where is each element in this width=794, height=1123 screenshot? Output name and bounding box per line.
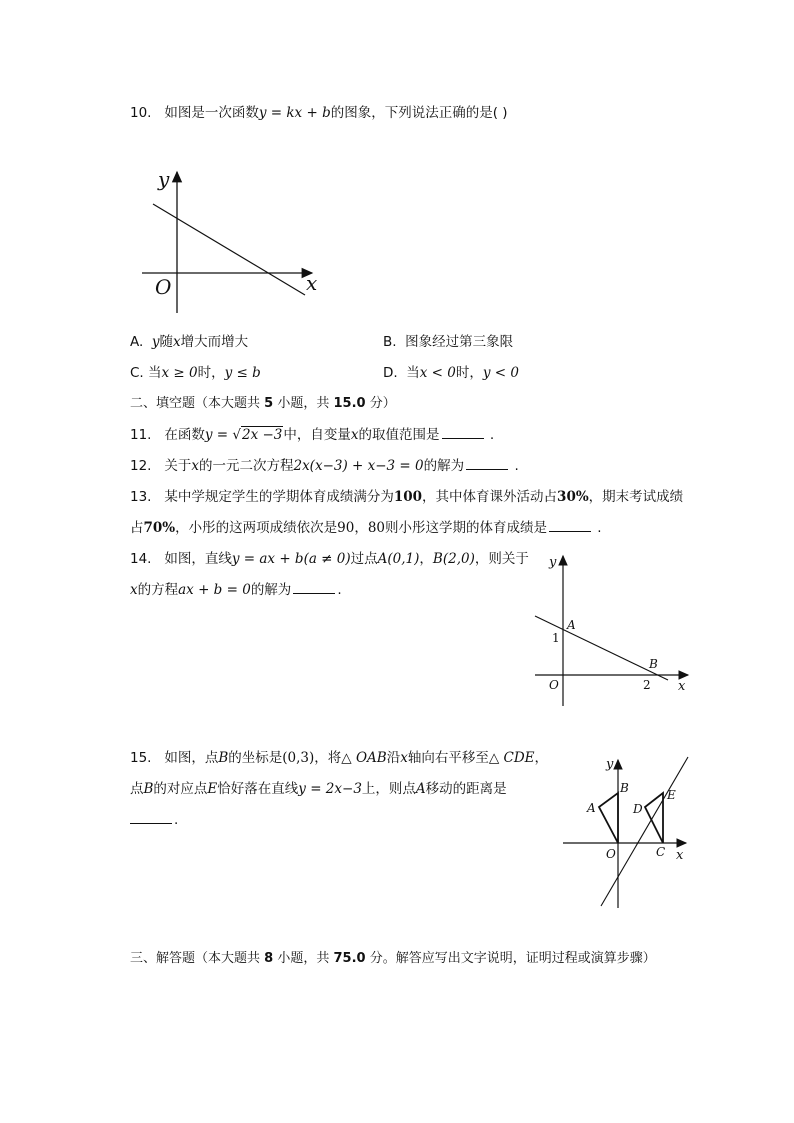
q14-tick-two: 2 — [643, 678, 651, 692]
q15-triangle-cde — [645, 793, 663, 843]
q15-triangle-oab — [599, 793, 618, 843]
q15-origin-label: O — [606, 847, 616, 861]
q14-point-a-label: A — [567, 618, 576, 632]
q14-tick-one: 1 — [552, 631, 560, 645]
q10-y-label: y — [158, 167, 170, 191]
q15-line3: . — [130, 811, 178, 829]
section3-title: 三、解答题（本大题共 8 小题，共 75.0 分。解答应写出文字说明，证明过程或演算步骤） — [130, 951, 656, 966]
q10-x-label: x — [306, 271, 318, 295]
section2-title: 二、填空题（本大题共 5 小题，共 15.0 分） — [130, 396, 396, 411]
q10-option-b[interactable]: B. 图象经过第三象限 — [383, 334, 514, 350]
q14-line1: 14. 如图，直线y = ax + b(a ≠ 0)过点A(0,1)，B(2,0)，则关于 — [130, 551, 529, 567]
q15-point-c-label: C — [656, 845, 666, 859]
q10-origin-label: O — [155, 275, 172, 299]
q13-line1: 13. 某中学规定学生的学期体育成绩满分为100，其中体育课外活动占30%，期末考试成绩 — [130, 489, 684, 505]
q15-y-label: y — [606, 757, 614, 772]
q14-y-label: y — [549, 555, 557, 570]
q15-line1: 15. 如图，点B的坐标是(0,3)，将△ OAB沿x轴向右平移至△ CDE， — [130, 750, 549, 766]
q13-line2: 占70%，小彤的这两项成绩依次是90，80则小彤这学期的体育成绩是 . — [130, 520, 602, 536]
q10-stem: 10. 如图是一次函数y = kx + b的图象，下列说法正确的是( ) — [130, 105, 508, 121]
q11: 11. 在函数y = √2x −3中，自变量x的取值范围是 . — [130, 427, 495, 443]
q15-function-line — [601, 757, 688, 906]
q15-point-e-label: E — [667, 788, 676, 802]
q15-x-label: x — [676, 848, 684, 863]
q15-point-d-label: D — [633, 802, 643, 816]
q15-point-b-label: B — [620, 781, 629, 795]
q10-option-d[interactable]: D. 当x < 0时，y < 0 — [383, 365, 520, 381]
q15-line2: 点B的对应点E恰好落在直线y = 2x−3上，则点A移动的距离是 — [130, 781, 507, 797]
q10-option-c[interactable]: C. 当x ≥ 0时，y ≤ b — [130, 365, 261, 381]
q14-point-b-label: B — [649, 657, 658, 671]
q14-line2: x的方程ax + b = 0的解为 . — [130, 582, 342, 598]
q15-point-a-label: A — [587, 801, 596, 815]
q14-x-label: x — [678, 679, 686, 694]
q10-option-a[interactable]: A. y随x增大而增大 — [130, 334, 249, 350]
q14-origin-label: O — [549, 678, 559, 692]
q12: 12. 关于x的一元二次方程2x(x−3) + x−3 = 0的解为 . — [130, 458, 519, 474]
